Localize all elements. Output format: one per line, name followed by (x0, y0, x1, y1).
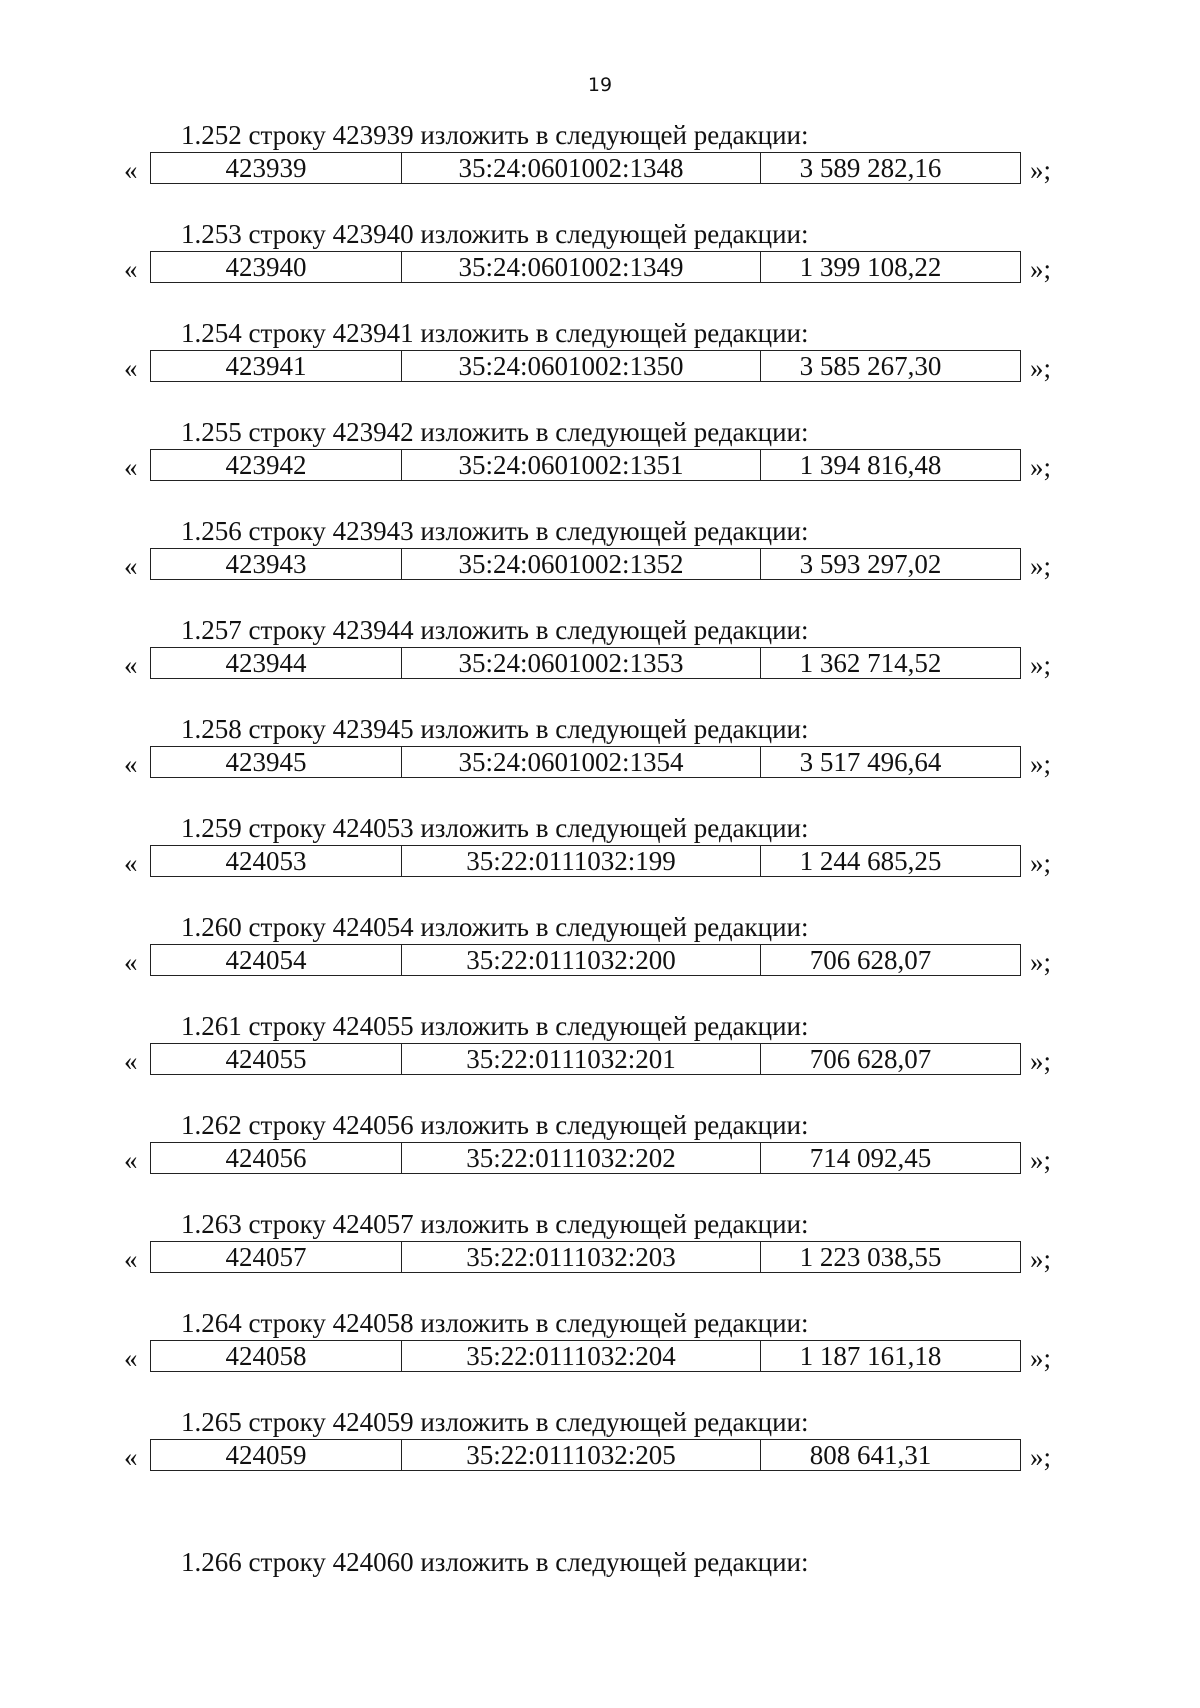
amendment-entry (0, 318, 1200, 417)
closing-quote: »; (1030, 1244, 1052, 1274)
amendment-entry (0, 813, 1200, 912)
page-number: 19 (587, 74, 613, 96)
amendment-heading: 1.253 строку 423940 изложить в следующей редакции: (181, 219, 809, 249)
amendment-entry (0, 1308, 1200, 1407)
table-row (0, 845, 1200, 881)
row-number-cell: 424053 (151, 846, 402, 876)
row-number-cell: 424054 (151, 945, 402, 975)
row-cells (150, 152, 1021, 184)
value-cell: 1 244 685,25 (799, 846, 942, 876)
row-cells (150, 350, 1021, 382)
row-cells (150, 548, 1021, 580)
opening-quote: « (124, 650, 138, 680)
value-cell: 808 641,31 (809, 1440, 932, 1470)
value-cell: 3 585 267,30 (799, 351, 942, 381)
closing-quote: »; (1030, 650, 1052, 680)
row-number-cell: 423941 (151, 351, 402, 381)
row-cells (150, 251, 1021, 283)
row-cells (150, 1241, 1021, 1273)
cadastral-number-cell: 35:24:0601002:1354 (402, 747, 761, 777)
table-row (0, 251, 1200, 287)
amendment-heading: 1.254 строку 423941 изложить в следующей редакции: (181, 318, 809, 348)
table-row (0, 1142, 1200, 1178)
closing-quote: »; (1030, 155, 1052, 185)
row-cells (150, 845, 1021, 877)
cadastral-number-cell: 35:24:0601002:1351 (402, 450, 761, 480)
amendment-entry (0, 1011, 1200, 1110)
closing-quote: »; (1030, 353, 1052, 383)
amendment-heading: 1.264 строку 424058 изложить в следующей редакции: (181, 1308, 809, 1338)
opening-quote: « (124, 452, 138, 482)
row-number-cell: 423945 (151, 747, 402, 777)
row-cells (150, 1439, 1021, 1471)
opening-quote: « (124, 254, 138, 284)
opening-quote: « (124, 1046, 138, 1076)
amendment-list (0, 120, 1200, 1506)
amendment-heading: 1.257 строку 423944 изложить в следующей редакции: (181, 615, 809, 645)
value-cell: 706 628,07 (809, 945, 932, 975)
closing-quote: »; (1030, 947, 1052, 977)
row-cells (150, 1340, 1021, 1372)
amendment-entry (0, 417, 1200, 516)
row-number-cell: 423944 (151, 648, 402, 678)
amendment-entry (0, 912, 1200, 1011)
value-cell: 1 362 714,52 (799, 648, 942, 678)
cadastral-number-cell: 35:24:0601002:1348 (402, 153, 761, 183)
opening-quote: « (124, 155, 138, 185)
table-row (0, 449, 1200, 485)
cadastral-number-cell: 35:24:0601002:1352 (402, 549, 761, 579)
table-row (0, 1043, 1200, 1079)
cadastral-number-cell: 35:22:0111032:205 (402, 1440, 761, 1470)
row-number-cell: 424057 (151, 1242, 402, 1272)
cadastral-number-cell: 35:22:0111032:200 (402, 945, 761, 975)
row-cells (150, 449, 1021, 481)
value-cell: 3 589 282,16 (799, 153, 942, 183)
amendment-heading: 1.255 строку 423942 изложить в следующей редакции: (181, 417, 809, 447)
value-cell: 1 394 816,48 (799, 450, 942, 480)
opening-quote: « (124, 353, 138, 383)
amendment-entry (0, 120, 1200, 219)
amendment-entry (0, 516, 1200, 615)
value-cell: 1 223 038,55 (799, 1242, 942, 1272)
amendment-entry (0, 1209, 1200, 1308)
closing-quote: »; (1030, 1145, 1052, 1175)
amendment-entry (0, 1407, 1200, 1506)
cadastral-number-cell: 35:24:0601002:1350 (402, 351, 761, 381)
closing-quote: »; (1030, 1343, 1052, 1373)
opening-quote: « (124, 1442, 138, 1472)
row-cells (150, 746, 1021, 778)
cadastral-number-cell: 35:22:0111032:204 (402, 1341, 761, 1371)
table-row (0, 1439, 1200, 1475)
row-cells (150, 1142, 1021, 1174)
closing-quote: »; (1030, 551, 1052, 581)
amendment-entry (0, 615, 1200, 714)
value-cell: 706 628,07 (809, 1044, 932, 1074)
row-number-cell: 423939 (151, 153, 402, 183)
final-amendment-heading: 1.266 строку 424060 изложить в следующей редакции: (181, 1547, 809, 1577)
table-row (0, 1241, 1200, 1277)
opening-quote: « (124, 848, 138, 878)
table-row (0, 944, 1200, 980)
value-cell: 1 399 108,22 (799, 252, 942, 282)
value-cell: 3 517 496,64 (799, 747, 942, 777)
row-number-cell: 423940 (151, 252, 402, 282)
amendment-heading: 1.263 строку 424057 изложить в следующей редакции: (181, 1209, 809, 1239)
amendment-heading: 1.252 строку 423939 изложить в следующей редакции: (181, 120, 809, 150)
amendment-heading: 1.256 строку 423943 изложить в следующей редакции: (181, 516, 809, 546)
amendment-heading: 1.265 строку 424059 изложить в следующей редакции: (181, 1407, 809, 1437)
amendment-heading: 1.262 строку 424056 изложить в следующей редакции: (181, 1110, 809, 1140)
opening-quote: « (124, 749, 138, 779)
amendment-heading: 1.259 строку 424053 изложить в следующей редакции: (181, 813, 809, 843)
table-row (0, 1340, 1200, 1376)
closing-quote: »; (1030, 254, 1052, 284)
cadastral-number-cell: 35:22:0111032:199 (402, 846, 761, 876)
value-cell: 1 187 161,18 (799, 1341, 942, 1371)
amendment-heading: 1.260 строку 424054 изложить в следующей редакции: (181, 912, 809, 942)
amendment-entry (0, 1110, 1200, 1209)
row-number-cell: 424056 (151, 1143, 402, 1173)
opening-quote: « (124, 947, 138, 977)
row-number-cell: 423942 (151, 450, 402, 480)
cadastral-number-cell: 35:22:0111032:201 (402, 1044, 761, 1074)
table-row (0, 548, 1200, 584)
amendment-entry (0, 714, 1200, 813)
row-cells (150, 647, 1021, 679)
amendment-entry (0, 219, 1200, 318)
closing-quote: »; (1030, 452, 1052, 482)
closing-quote: »; (1030, 749, 1052, 779)
row-cells (150, 1043, 1021, 1075)
amendment-heading: 1.261 строку 424055 изложить в следующей редакции: (181, 1011, 809, 1041)
opening-quote: « (124, 1244, 138, 1274)
row-cells (150, 944, 1021, 976)
value-cell: 3 593 297,02 (799, 549, 942, 579)
cadastral-number-cell: 35:22:0111032:203 (402, 1242, 761, 1272)
table-row (0, 647, 1200, 683)
table-row (0, 350, 1200, 386)
cadastral-number-cell: 35:22:0111032:202 (402, 1143, 761, 1173)
cadastral-number-cell: 35:24:0601002:1349 (402, 252, 761, 282)
row-number-cell: 423943 (151, 549, 402, 579)
value-cell: 714 092,45 (809, 1143, 932, 1173)
table-row (0, 152, 1200, 188)
opening-quote: « (124, 1343, 138, 1373)
opening-quote: « (124, 551, 138, 581)
row-number-cell: 424058 (151, 1341, 402, 1371)
closing-quote: »; (1030, 848, 1052, 878)
row-number-cell: 424059 (151, 1440, 402, 1470)
closing-quote: »; (1030, 1046, 1052, 1076)
table-row (0, 746, 1200, 782)
cadastral-number-cell: 35:24:0601002:1353 (402, 648, 761, 678)
amendment-heading: 1.258 строку 423945 изложить в следующей редакции: (181, 714, 809, 744)
row-number-cell: 424055 (151, 1044, 402, 1074)
opening-quote: « (124, 1145, 138, 1175)
closing-quote: »; (1030, 1442, 1052, 1472)
